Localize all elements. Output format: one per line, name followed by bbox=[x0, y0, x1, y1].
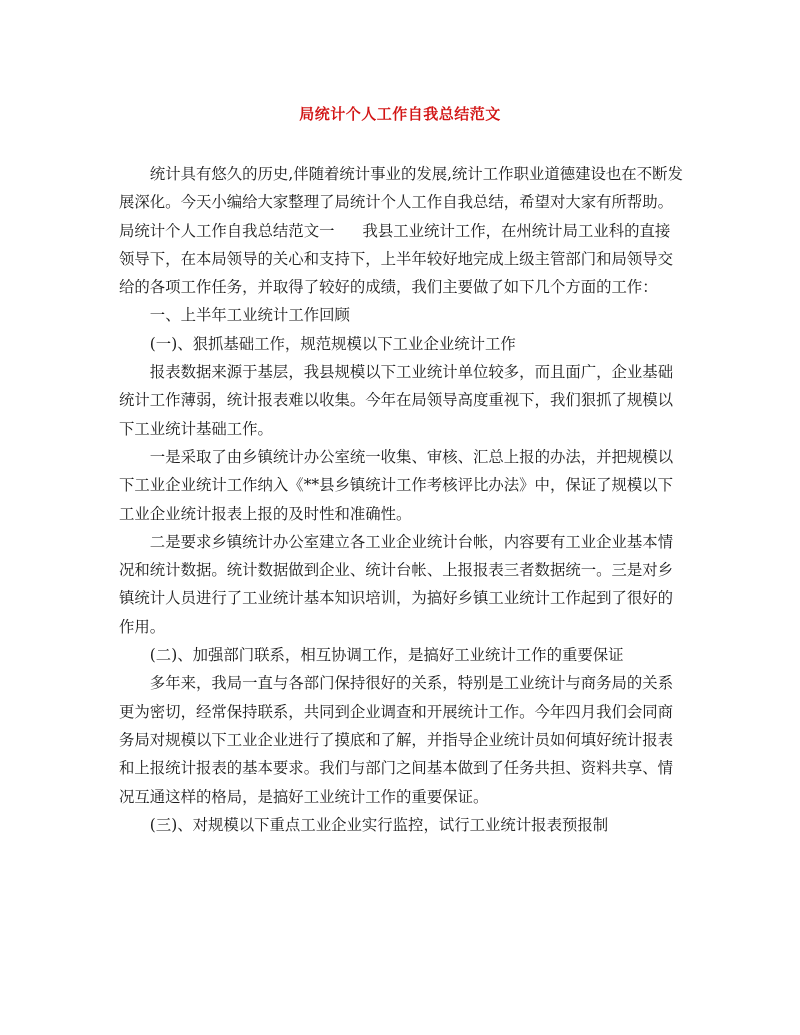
subsection-heading-3: (三)、对规模以下重点工业企业实行监控，试行工业统计报表预报制 bbox=[149, 815, 609, 834]
part1-heading: 局统计个人工作自我总结范文一 bbox=[119, 221, 335, 240]
section-heading-1: 一、上半年工业统计工作回顾 bbox=[149, 306, 350, 325]
paragraph-part1 bbox=[119, 217, 684, 302]
subsection-heading-1: (一)、狠抓基础工作，规范规模以下工业企业统计工作 bbox=[149, 334, 516, 353]
paragraph-4: 多年来，我局一直与各部门保持很好的关系，特别是工业统计与商务局的关系更为密切，经常保持联系，共同到企业调查和开展统计工作。今年四月我们会同商务局对规模以下工业企业进行了摸底和了解，并指导企业统计员如何填好统计报表和上报统计报表的基本要求。我们与部门之间基本做到了任务共担、资料共享、情况互通这样的格局，是搞好工业统计工作的重要保证。 bbox=[119, 674, 674, 806]
document-title: 局统计个人工作自我总结范文 bbox=[299, 105, 501, 123]
paragraph-intro: 统计具有悠久的历史,伴随着统计事业的发展,统计工作职业道德建设也在不断发展深化。今天小编给大家整理了局统计个人工作自我总结，希望对大家有所帮助。 bbox=[119, 165, 683, 212]
subsection-heading-2: (二)、加强部门联系，相互协调工作，是搞好工业统计工作的重要保证 bbox=[149, 646, 624, 665]
paragraph-2: 一是采取了由乡镇统计办公室统一收集、审核、汇总上报的办法，并把规模以下工业企业统计工作纳入《**县乡镇统计工作考核评比办法》中，保证了规模以下工业企业统计报表上报的及时性和准确性。 bbox=[119, 447, 674, 523]
document-body bbox=[119, 160, 684, 839]
paragraph-3: 二是要求乡镇统计办公室建立各工业企业统计台帐，内容要有工业企业基本情况和统计数据。统计数据做到企业、统计台帐、上报报表三者数据统一。三是对乡镇统计人员进行了工业统计基本知识培训，为搞好乡镇工业统计工作起到了很好的作用。 bbox=[119, 532, 674, 636]
paragraph-1: 报表数据来源于基层，我县规模以下工业统计单位较多，而且面广，企业基础统计工作薄弱，统计报表难以收集。今年在局领导高度重视下，我们狠抓了规模以下工业统计基础工作。 bbox=[119, 363, 674, 438]
part1-text: 我县工业统计工作，在州统计局工业科的直接领导下，在本局领导的关心和支持下，上半年较好地完成上级主管部门和局领导交给的各项工作任务，并取得了较好的成绩，我们主要做了如下几个方面的工作： bbox=[119, 221, 674, 297]
